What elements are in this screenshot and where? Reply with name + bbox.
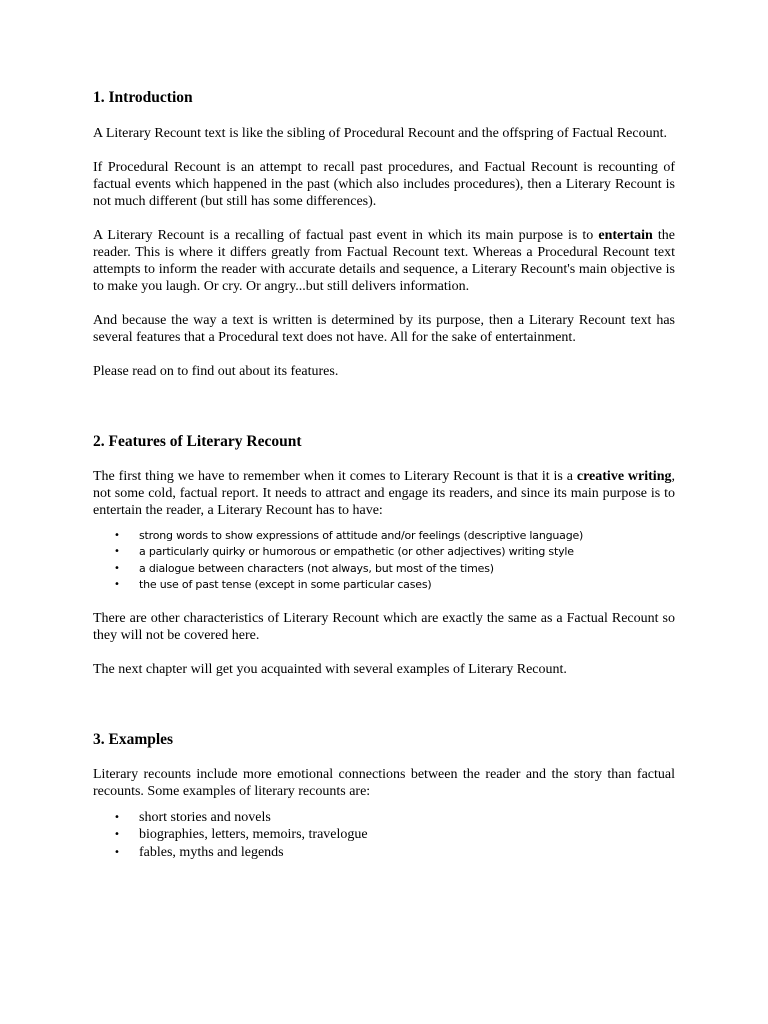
intro-paragraph-3: [93, 227, 675, 295]
document-body: [93, 88, 675, 861]
features-paragraph-3: The next chapter will get you acquainted with several examples of Literary Recount.: [93, 661, 567, 677]
list-item: • a particularly quirky or humorous or empathetic (or other adjectives) writing style: [93, 544, 675, 560]
examples-paragraph-1: Literary recounts include more emotional connections between the reader and the story than factual recounts. Some examples of literary recounts are:: [93, 766, 675, 799]
intro-paragraph-3-end: the reader. This is where it differs greatly from Factual Recount text. Whereas a Procedural Recount text attempts to inform the reader with accurate details and sequence, a Literary Recount's main objective is to make you laugh. Or cry. Or angry...but still delivers information.: [93, 228, 675, 294]
features-bold-creative-writing: creative writing: [576, 469, 672, 484]
features-paragraph-2: There are other characteristics of Literary Recount which are exactly the same as a Factual Recount so they will not be covered here.: [93, 610, 675, 643]
intro-paragraph-5: Please read on to find out about its features.: [93, 364, 339, 379]
section-heading-examples: 3. Examples: [93, 730, 174, 748]
list-item: • a dialogue between characters (not always, but most of the times): [93, 561, 675, 577]
features-paragraph-1-end: , not some cold, factual report. It needs to attract and engage its readers, and since its main purpose is to entertain the reader, a Literary Recount has to have:: [93, 469, 675, 518]
examples-list: [93, 809, 675, 862]
section-heading-introduction: 1. Introduction: [93, 89, 193, 106]
features-list: [93, 528, 675, 594]
intro-paragraph-4: And because the way a text is written is determined by its purpose, then a Literary Recount text has several features that a Procedural text does not have. All for the sake of entertainment.: [93, 313, 675, 345]
features-paragraph-1-start: The first thing we have to remember when it comes to Literary Recount is that it is a: [93, 469, 577, 484]
list-item: • short stories and novels: [93, 809, 675, 827]
list-item: • fables, myths and legends: [93, 844, 675, 862]
intro-bold-entertain: entertain: [598, 228, 653, 243]
intro-paragraph-1: A Literary Recount text is like the sibling of Procedural Recount and the offspring of Factual Recount.: [93, 126, 667, 141]
list-item: • biographies, letters, memoirs, travelogue: [93, 826, 675, 844]
intro-paragraph-3-start: A Literary Recount is a recalling of factual past event in which its main purpose is to: [93, 228, 599, 243]
intro-paragraph-2: If Procedural Recount is an attempt to recall past procedures, and Factual Recount is recounting of factual events which happened in the past (which also includes procedures), then a Literary Recount is not much different (but still has some differences).: [93, 160, 675, 209]
features-paragraph-1: [93, 468, 675, 519]
section-heading-features: 2. Features of Literary Recount: [93, 433, 302, 450]
list-item: • the use of past tense (except in some particular cases): [93, 577, 675, 593]
list-item: • strong words to show expressions of attitude and/or feelings (descriptive language): [93, 528, 675, 544]
